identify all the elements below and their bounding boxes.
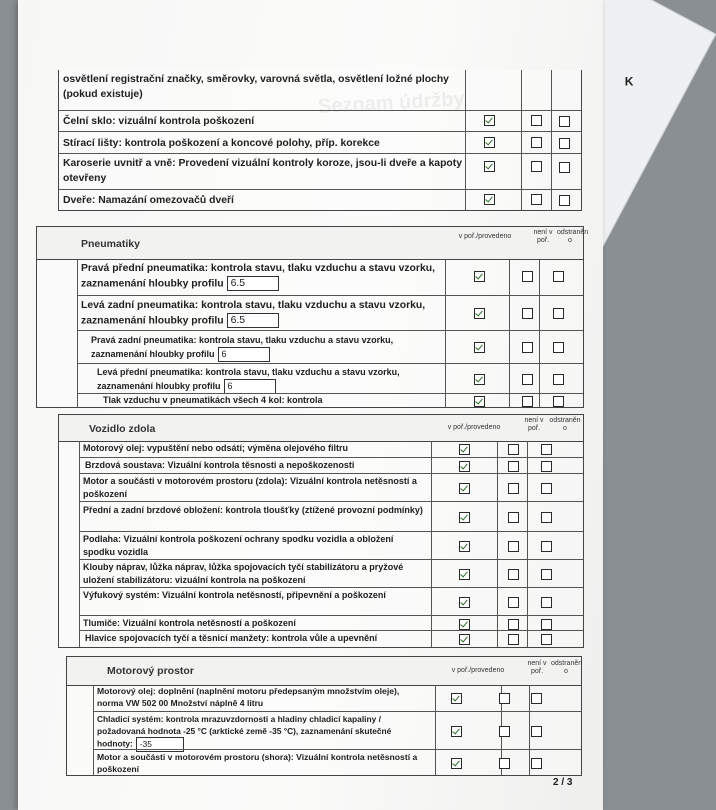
checklist-sheet (18, 0, 603, 810)
coolant-value-field[interactable]: -35 (136, 737, 184, 752)
table-row (59, 189, 581, 211)
fixed-checkbox[interactable] (541, 461, 552, 472)
fixed-checkbox[interactable] (541, 444, 552, 455)
table-row (77, 295, 583, 331)
not-ok-checkbox[interactable] (508, 512, 519, 523)
section-title: Pneumatiky (81, 238, 140, 250)
row-label: Motor a součásti v motorovém prostoru (shora): Vizuální kontrola netěsností a poškození (97, 752, 418, 774)
tire-depth-field[interactable]: 6.5 (227, 313, 279, 328)
not-ok-checkbox[interactable] (508, 444, 519, 455)
section-header (59, 415, 583, 442)
section-tires (36, 226, 589, 408)
col-header-fixed: odstraněn o (557, 229, 589, 244)
row-label: Motorový olej: doplnění (naplnění motoru předepsaným množstvím oleje), norma VW 502 00 Množství náplně 4 litru (97, 686, 400, 708)
ok-checkbox[interactable] (451, 758, 462, 769)
ok-checkbox[interactable] (451, 726, 462, 737)
table-row (79, 559, 583, 588)
not-ok-checkbox[interactable] (522, 342, 533, 353)
row-label: Levá zadní pneumatika: kontrola stavu, tlaku vzduchu a stavu vzorku, zaznamenání hloubky profilu 6.5 (81, 300, 426, 327)
table-row (79, 441, 583, 457)
row-label: Brzdová soustava: Vizuální kontrola těsnosti a nepoškozenosti (85, 460, 355, 470)
ok-checkbox[interactable] (459, 512, 470, 523)
col-header-not-ok: není v poř. (527, 660, 547, 675)
section-top (58, 70, 582, 211)
row-label: Podlaha: Vizuální kontrola poškození ochrany spodku vozidla a obložení spodku vozidla (83, 534, 394, 557)
ok-checkbox[interactable] (474, 342, 485, 353)
table-row (59, 70, 581, 110)
table-row (79, 615, 583, 631)
table-row (77, 363, 583, 394)
tire-depth-field[interactable]: 6 (224, 379, 276, 394)
table-row (79, 457, 583, 474)
fixed-checkbox[interactable] (559, 162, 570, 173)
row-label: Tlak vzduchu v pneumatikách všech 4 kol: kontrola (103, 395, 323, 405)
fixed-checkbox[interactable] (553, 271, 564, 282)
fixed-checkbox[interactable] (541, 569, 552, 580)
not-ok-checkbox[interactable] (508, 634, 519, 645)
table-row (93, 711, 581, 750)
row-label: Chladicí systém: kontrola mrazuvzdornosti a hladiny chladicí kapaliny / požadovaná hodnota -25 °C (arktické země -35 °C), zaznamenání skutečné hodnoty: -35 (97, 713, 427, 752)
not-ok-checkbox[interactable] (508, 569, 519, 580)
fixed-checkbox[interactable] (541, 597, 552, 608)
fixed-checkbox[interactable] (553, 308, 564, 319)
not-ok-checkbox[interactable] (499, 726, 510, 737)
row-label: Tlumiče: Vizuální kontrola netěsností a poškození (83, 618, 296, 628)
col-header-ok: v poř./provedeno (447, 424, 501, 431)
background-sheet-letter: K (624, 74, 634, 89)
table-row (59, 110, 581, 132)
table-row (93, 685, 581, 711)
fixed-checkbox[interactable] (531, 758, 542, 769)
not-ok-checkbox[interactable] (499, 758, 510, 769)
table-row (77, 330, 583, 364)
not-ok-checkbox[interactable] (508, 619, 519, 630)
not-ok-checkbox[interactable] (508, 461, 519, 472)
col-header-ok: v poř./provedeno (451, 667, 505, 674)
table-row (77, 393, 583, 408)
section-underbody (58, 414, 584, 648)
section-engine-bay (66, 656, 582, 776)
page-number: 2 / 3 (553, 777, 573, 788)
row-label: Motor a součásti v motorovém prostoru (zdola): Vizuální kontrola netěsností a poškození (83, 476, 417, 499)
col-header-not-ok: není v poř. (524, 417, 544, 432)
ok-checkbox[interactable] (474, 308, 485, 319)
row-label: Klouby náprav, lůžka náprav, lůžka spojovacích tyčí stabilizátoru a pryžové uložení stabilizátoru: vizuální kontrola na poškození (83, 562, 404, 585)
fixed-checkbox[interactable] (553, 396, 564, 407)
section-header (37, 227, 589, 260)
fixed-checkbox[interactable] (541, 483, 552, 494)
col-header-not-ok: není v poř. (533, 229, 553, 244)
table-row (77, 259, 583, 295)
section-header (67, 657, 581, 686)
table-row (59, 131, 581, 154)
col-header-fixed: odstraněn o (551, 660, 583, 675)
row-label: Pravá přední pneumatika: kontrola stavu, tlaku vzduchu a stavu vzorku, zaznamenání hloubky profilu 6.5 (81, 263, 435, 290)
not-ok-checkbox[interactable] (522, 271, 533, 282)
fixed-checkbox[interactable] (541, 634, 552, 645)
ok-checkbox[interactable] (451, 693, 462, 704)
table-row (79, 587, 583, 616)
ok-checkbox[interactable] (474, 396, 485, 407)
fixed-checkbox[interactable] (553, 374, 564, 385)
fixed-checkbox[interactable] (559, 116, 570, 127)
not-ok-checkbox[interactable] (508, 541, 519, 552)
fixed-checkbox[interactable] (531, 693, 542, 704)
row-label: Hlavice spojovacích tyčí a těsnicí manžety: kontrola vůle a upevnění (85, 633, 378, 643)
not-ok-checkbox[interactable] (531, 137, 542, 148)
ok-checkbox[interactable] (459, 483, 470, 494)
ok-checkbox[interactable] (459, 619, 470, 630)
ok-checkbox[interactable] (459, 569, 470, 580)
table-row (79, 473, 583, 502)
watermark: Seznam údržby (317, 88, 466, 118)
section-title: Motorový prostor (107, 665, 194, 677)
not-ok-checkbox[interactable] (522, 396, 533, 407)
ok-checkbox[interactable] (484, 137, 495, 148)
not-ok-checkbox[interactable] (508, 483, 519, 494)
row-label: Přední a zadní brzdové obložení: kontrola tloušťky (ztížené provozní podmínky) (83, 505, 423, 515)
ok-checkbox[interactable] (459, 541, 470, 552)
not-ok-checkbox[interactable] (531, 194, 542, 205)
fixed-checkbox[interactable] (541, 512, 552, 523)
fixed-checkbox[interactable] (531, 726, 542, 737)
fixed-checkbox[interactable] (559, 138, 570, 149)
section-title: Vozidlo zdola (89, 423, 156, 435)
ok-checkbox[interactable] (474, 374, 485, 385)
table-row (59, 153, 581, 190)
not-ok-checkbox[interactable] (499, 693, 510, 704)
tire-depth-field[interactable]: 6.5 (227, 276, 279, 291)
tire-depth-field[interactable]: 6 (218, 347, 270, 362)
not-ok-checkbox[interactable] (522, 308, 533, 319)
table-row (93, 749, 581, 776)
ok-checkbox[interactable] (459, 444, 470, 455)
ok-checkbox[interactable] (459, 634, 470, 645)
fixed-checkbox[interactable] (553, 342, 564, 353)
row-label: Motorový olej: vypuštění nebo odsátí; výměna olejového filtru (83, 443, 349, 453)
row-label: Dveře: Namazání omezovačů dveří (63, 195, 234, 206)
not-ok-checkbox[interactable] (531, 161, 542, 172)
not-ok-checkbox[interactable] (508, 597, 519, 608)
table-row (79, 531, 583, 560)
row-label: Pravá zadní pneumatika: kontrola stavu, tlaku vzduchu a stavu vzorku, zaznamenání hloubky profilu 6 (91, 334, 431, 362)
ok-checkbox[interactable] (484, 115, 495, 126)
col-header-ok: v poř./provedeno (458, 233, 512, 240)
fixed-checkbox[interactable] (541, 619, 552, 630)
ok-checkbox[interactable] (459, 597, 470, 608)
table-row (79, 630, 583, 647)
row-label: osvětlení registrační značky, směrovky, varovná světla, osvětlení ložné plochy (pokud existuje) (63, 74, 449, 100)
row-label: Stírací lišty: kontrola poškození a koncové polohy, příp. korekce (63, 138, 380, 149)
col-header-fixed: odstraněn o (549, 417, 581, 432)
fixed-checkbox[interactable] (541, 541, 552, 552)
table-row (79, 501, 583, 532)
ok-checkbox[interactable] (474, 271, 485, 282)
not-ok-checkbox[interactable] (522, 374, 533, 385)
fixed-checkbox[interactable] (559, 195, 570, 206)
not-ok-checkbox[interactable] (531, 115, 542, 126)
ok-checkbox[interactable] (459, 461, 470, 472)
ok-checkbox[interactable] (484, 161, 495, 172)
row-label: Výfukový systém: Vizuální kontrola netěsností, připevnění a poškození (83, 590, 386, 600)
row-label: Karoserie uvnitř a vně: Provedení vizuální kontroly koroze, jsou-li dveře a kapoty otevřeny (63, 158, 463, 184)
row-label: Čelní sklo: vizuální kontrola poškození (63, 116, 255, 127)
row-label: Levá přední pneumatika: kontrola stavu, tlaku vzduchu a stavu vzorku, zaznamenání hloubky profilu 6 (97, 366, 437, 394)
ok-checkbox[interactable] (484, 194, 495, 205)
